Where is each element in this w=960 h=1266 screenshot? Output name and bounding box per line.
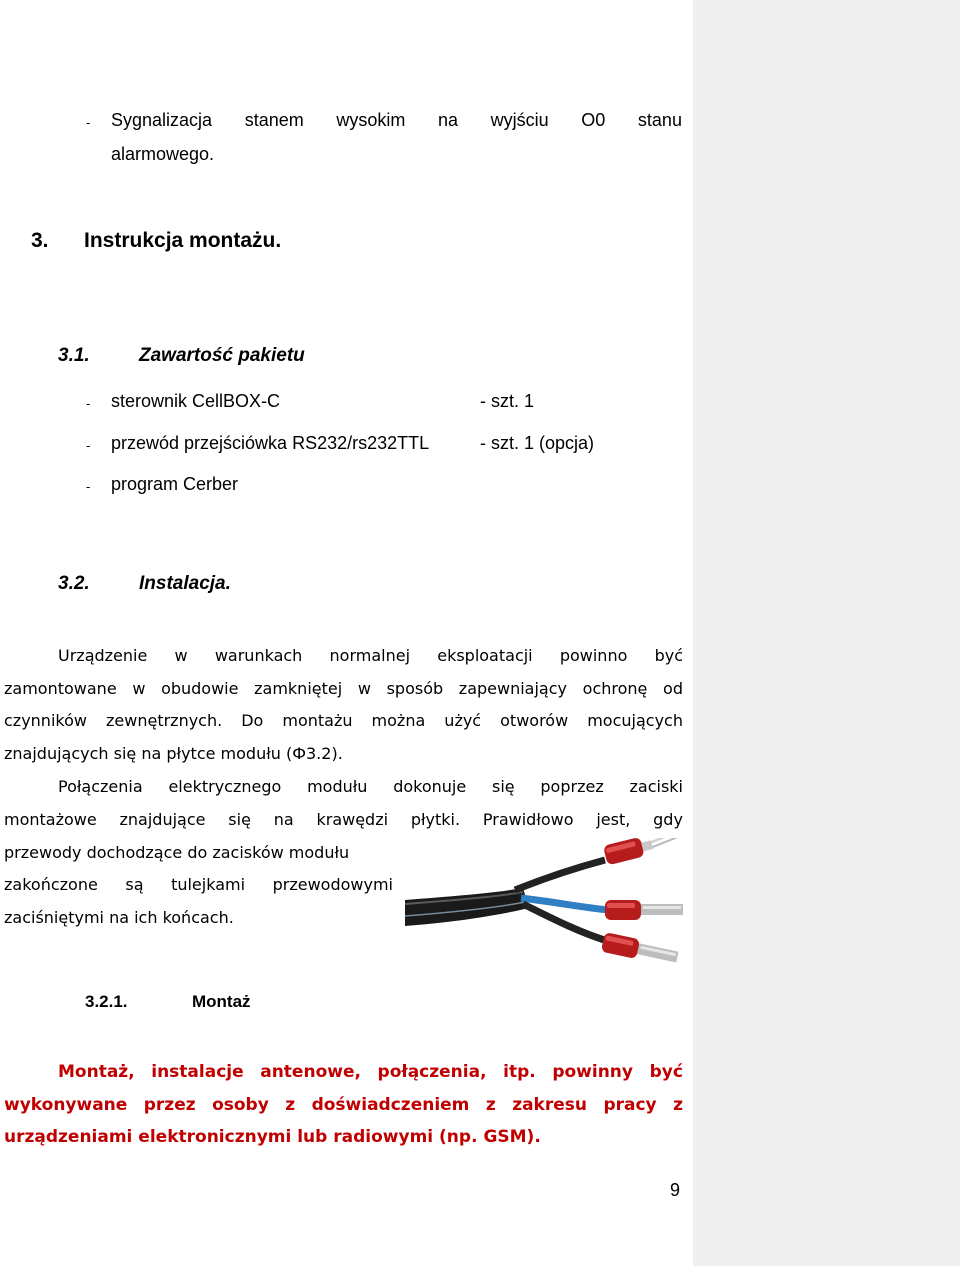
paragraph-line bbox=[4, 711, 683, 730]
word: obudowie bbox=[161, 679, 239, 698]
section-number: 3. bbox=[31, 229, 49, 252]
comment-sidebar bbox=[693, 0, 960, 1266]
word: powinno bbox=[559, 646, 628, 665]
word: zamkniętej bbox=[254, 679, 343, 698]
paragraph-line bbox=[58, 777, 683, 796]
word: warunkach bbox=[214, 646, 303, 665]
word: Urządzenie bbox=[58, 646, 148, 665]
word: z bbox=[285, 1095, 296, 1115]
word: być bbox=[654, 646, 683, 665]
word: modułu bbox=[307, 777, 368, 796]
word: wykonywane bbox=[4, 1095, 128, 1115]
word: krawędzi bbox=[316, 810, 389, 829]
word: w bbox=[132, 679, 146, 698]
word: z bbox=[485, 1095, 496, 1115]
word: powinny bbox=[552, 1062, 633, 1082]
list-item-dash: - bbox=[86, 438, 91, 453]
word: montażu bbox=[282, 711, 353, 730]
word: zapewniający bbox=[458, 679, 567, 698]
list-item-dash: - bbox=[86, 479, 91, 494]
word: zakończone bbox=[4, 875, 98, 894]
warning-line bbox=[58, 1062, 683, 1082]
word: można bbox=[371, 711, 426, 730]
word: Prawidłowo bbox=[482, 810, 574, 829]
word: ochronę bbox=[582, 679, 648, 698]
word: zaciski bbox=[629, 777, 683, 796]
list-item-dash: - bbox=[86, 396, 91, 411]
subsection-title: Instalacja. bbox=[139, 573, 231, 594]
paragraph-line: przewody dochodzące do zacisków modułu bbox=[4, 843, 350, 862]
word: wyjściu bbox=[490, 110, 549, 130]
word: poprzez bbox=[540, 777, 604, 796]
word: mocujących bbox=[587, 711, 683, 730]
paragraph-line: zaciśniętymi na ich końcach. bbox=[4, 908, 234, 927]
subsection-number: 3.1. bbox=[58, 345, 90, 366]
word: O0 bbox=[581, 110, 606, 130]
word: zewnętrznych. bbox=[106, 711, 223, 730]
word: sposób bbox=[386, 679, 444, 698]
word: Montaż, bbox=[58, 1062, 135, 1082]
word: Do bbox=[241, 711, 264, 730]
bullet-line-1 bbox=[111, 110, 682, 131]
paragraph-line bbox=[4, 875, 393, 894]
word: użyć bbox=[444, 711, 482, 730]
word: eksploatacji bbox=[437, 646, 533, 665]
word: montażowe bbox=[4, 810, 97, 829]
list-item-name: sterownik CellBOX-C bbox=[111, 391, 281, 411]
word: w bbox=[174, 646, 188, 665]
word: Sygnalizacja bbox=[111, 110, 213, 130]
word: itp. bbox=[503, 1062, 536, 1082]
word: czynników bbox=[4, 711, 87, 730]
word: na bbox=[437, 110, 459, 130]
word: się bbox=[228, 810, 251, 829]
warning-line: urządzeniami elektronicznymi lub radiowymi (np. GSM). bbox=[4, 1127, 541, 1147]
warning-line bbox=[4, 1095, 683, 1115]
list-item-qty: - szt. 1 (opcja) bbox=[480, 433, 595, 453]
bullet-dash: - bbox=[86, 115, 91, 130]
bullet-line-2: alarmowego. bbox=[111, 144, 215, 164]
word: wysokim bbox=[336, 110, 406, 130]
word: pracy bbox=[603, 1095, 657, 1115]
word: antenowe, bbox=[260, 1062, 361, 1082]
subsection-number: 3.2. bbox=[58, 573, 90, 594]
subsection-title: Zawartość pakietu bbox=[139, 345, 305, 366]
word: przewodowymi bbox=[272, 875, 393, 894]
word: normalnej bbox=[329, 646, 411, 665]
paragraph-line: znajdujących się na płytce modułu (Ф3.2). bbox=[4, 744, 343, 763]
word: Połączenia bbox=[58, 777, 143, 796]
word: jest, bbox=[596, 810, 631, 829]
word: są bbox=[125, 875, 144, 894]
word: elektrycznego bbox=[168, 777, 282, 796]
paragraph-line bbox=[58, 646, 683, 665]
list-item-qty: - szt. 1 bbox=[480, 391, 535, 411]
word: instalacje bbox=[151, 1062, 244, 1082]
word: stanu bbox=[637, 110, 682, 130]
list-item-name: program Cerber bbox=[111, 474, 239, 494]
word: płytki. bbox=[410, 810, 461, 829]
word: stanem bbox=[244, 110, 304, 130]
word: gdy bbox=[653, 810, 683, 829]
subsubsection-number: 3.2.1. bbox=[85, 992, 128, 1011]
cable-ferrules-photo bbox=[405, 838, 687, 978]
word: otworów bbox=[500, 711, 569, 730]
word: znajdujące bbox=[119, 810, 206, 829]
word: się bbox=[491, 777, 515, 796]
paragraph-line bbox=[4, 679, 683, 698]
list-item-name: przewód przejściówka RS232/rs232TTL bbox=[111, 433, 430, 453]
paragraph-line bbox=[4, 810, 683, 829]
word: dokonuje bbox=[393, 777, 467, 796]
word: od bbox=[663, 679, 683, 698]
word: z bbox=[673, 1095, 683, 1115]
word: połączenia, bbox=[377, 1062, 487, 1082]
word: być bbox=[649, 1062, 683, 1082]
word: zakresu bbox=[512, 1095, 587, 1115]
word: tulejkami bbox=[171, 875, 246, 894]
subsubsection-title: Montaż bbox=[192, 992, 251, 1011]
word: przez bbox=[143, 1095, 196, 1115]
word: zamontowane bbox=[4, 679, 117, 698]
page-number: 9 bbox=[670, 1180, 681, 1200]
word: osoby bbox=[212, 1095, 269, 1115]
section-title: Instrukcja montażu. bbox=[84, 229, 282, 252]
word: w bbox=[357, 679, 371, 698]
word: doświadczeniem bbox=[311, 1095, 470, 1115]
word: na bbox=[273, 810, 294, 829]
